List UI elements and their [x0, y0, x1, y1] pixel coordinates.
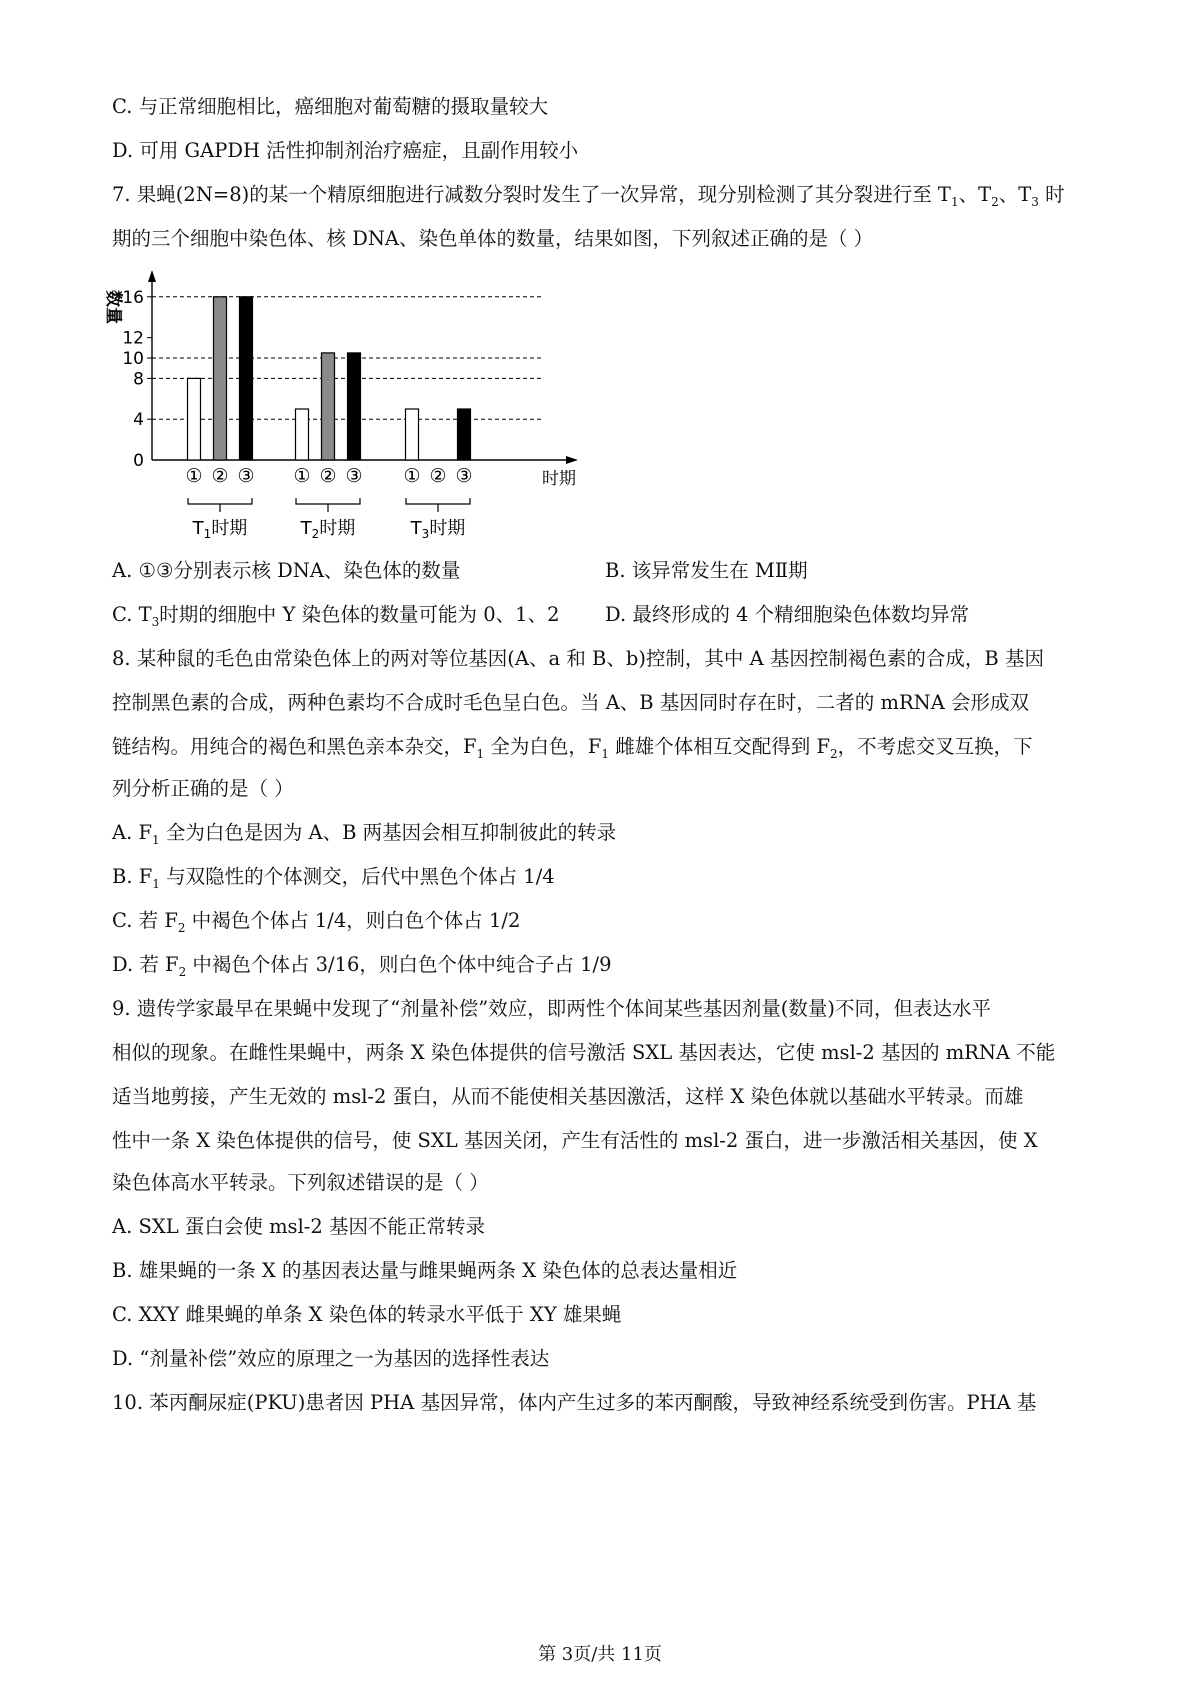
y-axis-label: 数量 — [103, 290, 123, 324]
q9-stem-line-1: 9. 遗传学家最早在果蝇中发现了“剂量补偿”效应，即两性个体间某些基因剂量(数量)不同，但表达水平 — [112, 997, 991, 1020]
group-label: $T_3$时期 — [410, 518, 466, 541]
group-bracket — [296, 498, 360, 512]
group-label: $T_1$时期 — [192, 518, 248, 541]
bar — [296, 409, 309, 460]
bar-label: ① — [293, 465, 311, 487]
x-axis-label: 时期 — [542, 469, 576, 489]
q8-option-d: D. 若 $F_2$ 中褐色个体占 3/16，则白色个体中纯合子占 1/9 — [112, 953, 612, 979]
q9-option-a: A. SXL 蛋白会使 msl-2 基因不能正常转录 — [112, 1215, 485, 1238]
q8-stem-line-2: 控制黑色素的合成，两种色素均不合成时毛色呈白色。当 A、B 基因同时存在时，二者的 mRNA 会形成双 — [112, 691, 1030, 714]
y-tick-label: 8 — [133, 369, 144, 390]
y-axis-arrow — [148, 270, 156, 282]
q6-option-d: D. 可用 GAPDH 活性抑制剂治疗癌症，且副作用较小 — [112, 139, 579, 162]
bar — [406, 409, 419, 460]
group-bracket — [406, 498, 470, 512]
chromosome-count-chart — [100, 262, 640, 552]
bar-label: ② — [319, 465, 337, 487]
q8-option-c: C. 若 $F_2$ 中褐色个体占 1/4，则白色个体占 1/2 — [112, 909, 521, 935]
q7-option-c: C. $T_3$时期的细胞中 Y 染色体的数量可能为 0、1、2 — [112, 603, 560, 629]
q9-stem-line-4: 性中一条 X 染色体提供的信号，使 SXL 基因关闭，产生有活性的 msl-2 蛋白，进一步激活相关基因，使 X — [112, 1129, 1038, 1152]
q9-option-d: D. “剂量补偿”效应的原理之一为基因的选择性表达 — [112, 1347, 550, 1370]
y-tick-label: 16 — [122, 287, 144, 308]
q7-stem-line-1: 7. 果蝇(2N=8)的某一个精原细胞进行减数分裂时发生了一次异常，现分别检测了其分裂进行至 $T_1$、$T_2$、$T_3$ 时 — [112, 183, 1065, 209]
q8-stem-line-1: 8. 某种鼠的毛色由常染色体上的两对等位基因(A、a 和 B、b)控制，其中 A 基因控制褐色素的合成，B 基因 — [112, 647, 1044, 670]
bar — [458, 409, 471, 460]
q7-option-d: D. 最终形成的 4 个精细胞染色体数均异常 — [605, 603, 970, 626]
q9-option-b: B. 雄果蝇的一条 X 的基因表达量与雌果蝇两条 X 染色体的总表达量相近 — [112, 1259, 738, 1282]
bar-label: ① — [403, 465, 421, 487]
q7-option-b: B. 该异常发生在 MⅡ期 — [605, 559, 808, 582]
q9-stem-line-5: 染色体高水平转录。下列叙述错误的是（ ） — [112, 1171, 489, 1194]
bar-label: ③ — [237, 465, 255, 487]
y-tick-label: 10 — [122, 349, 144, 369]
bar-label: ② — [211, 465, 229, 487]
group-label: $T_2$时期 — [300, 518, 356, 541]
bar-label: ③ — [455, 465, 473, 487]
q8-stem-line-4: 列分析正确的是（ ） — [112, 777, 294, 800]
q9-stem-line-2: 相似的现象。在雌性果蝇中，两条 X 染色体提供的信号激活 SXL 基因表达，它使 msl-2 基因的 mRNA 不能 — [112, 1041, 1056, 1064]
q6-option-c: C. 与正常细胞相比，癌细胞对葡萄糖的摄取量较大 — [112, 95, 549, 118]
q8-option-b: B. $F_1$ 与双隐性的个体测交，后代中黑色个体占 1/4 — [112, 865, 555, 891]
q7-stem-line-2: 期的三个细胞中染色体、核 DNA、染色单体的数量，结果如图，下列叙述正确的是（ ） — [112, 227, 874, 250]
bar — [322, 353, 335, 460]
q9-stem-line-3: 适当地剪接，产生无效的 msl-2 蛋白，从而不能使相关基因激活，这样 X 染色体就以基础水平转录。而雄 — [112, 1085, 1024, 1108]
q10-stem-line-1: 10. 苯丙酮尿症(PKU)患者因 PHA 基因异常，体内产生过多的苯丙酮酸，导致神经系统受到伤害。PHA 基 — [112, 1391, 1037, 1414]
bar-label: ② — [429, 465, 447, 487]
q7-option-a: A. ①③分别表示核 DNA、染色体的数量 — [112, 559, 461, 582]
bar — [188, 378, 201, 460]
y-tick-label: 0 — [133, 451, 144, 471]
y-tick-label: 12 — [122, 328, 144, 349]
page-footer: 第 3页/共 11页 — [538, 1644, 662, 1665]
bar-label: ③ — [345, 465, 363, 487]
q8-stem-line-3: 链结构。用纯合的褐色和黑色亲本杂交，$F_1$ 全为白色，$F_1$ 雌雄个体相互交配得到 $F_2$，不考虑交叉互换，下 — [112, 735, 1033, 761]
bar-label: ① — [185, 465, 203, 487]
group-bracket — [188, 498, 252, 512]
x-axis-arrow — [566, 456, 578, 464]
y-tick-label: 4 — [133, 410, 144, 431]
bar — [214, 297, 227, 460]
bar — [240, 297, 253, 460]
q9-option-c: C. XXY 雌果蝇的单条 X 染色体的转录水平低于 XY 雄果蝇 — [112, 1303, 622, 1326]
bar — [348, 353, 361, 460]
q8-option-a: A. $F_1$ 全为白色是因为 A、B 两基因会相互抑制彼此的转录 — [112, 821, 617, 847]
